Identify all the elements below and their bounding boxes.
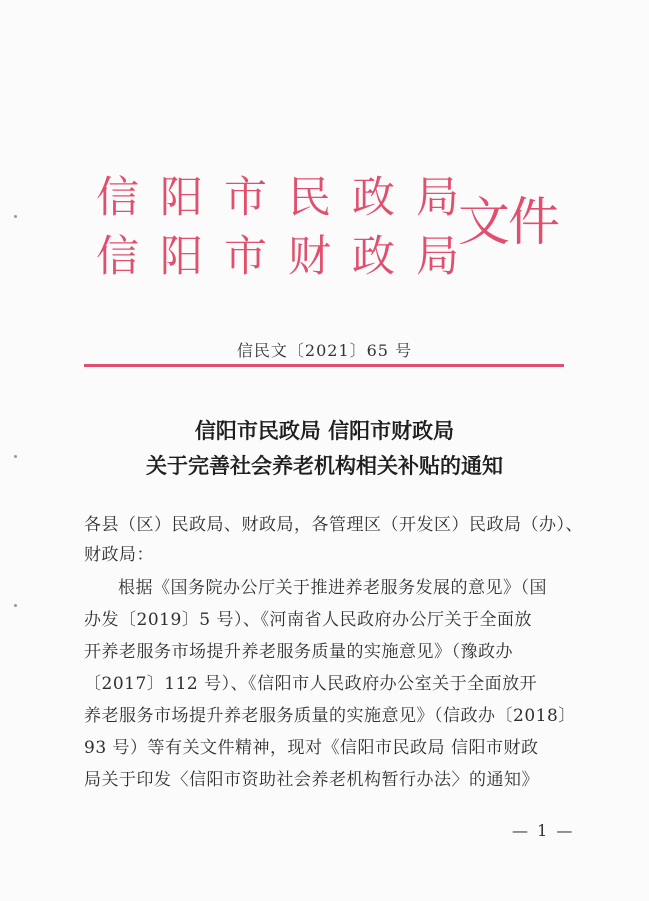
body-paragraph-line: 开养老服务市场提升养老服务质量的实施意见》（豫政办 bbox=[84, 642, 513, 662]
body-paragraph-line: 养老服务市场提升养老服务质量的实施意见》（信政办〔2018〕 bbox=[84, 706, 576, 726]
body-paragraph-line: 93 号）等有关文件精神，现对《信阳市民政局 信阳市财政 bbox=[84, 738, 539, 758]
letterhead-issuer-1: 信阳市民政局 bbox=[96, 173, 480, 223]
body-paragraph-line: 〔2017〕112 号）、《信阳市人民政府办公室关于全面放开 bbox=[84, 674, 538, 694]
body-paragraph-line: 局关于印发〈信阳市资助社会养老机构暂行办法〉的通知》 bbox=[84, 770, 539, 790]
body-paragraph-line: 办发〔2019〕5 号）、《河南省人民政府办公厅关于全面放 bbox=[84, 610, 532, 630]
binding-mark bbox=[14, 604, 17, 607]
page-number: — 1 — bbox=[512, 821, 575, 840]
red-letterhead bbox=[96, 173, 576, 283]
document-title-line-1: 信阳市民政局 信阳市财政局 bbox=[194, 418, 455, 443]
red-divider-line bbox=[84, 364, 564, 367]
addressee-line-1: 各县（区）民政局、财政局，各管理区（开发区）民政局（办）、 bbox=[84, 515, 583, 535]
body-paragraph-line: 根据《国务院办公厅关于推进养老服务发展的意见》（国 bbox=[118, 578, 547, 598]
addressee-line-2: 财政局： bbox=[84, 545, 154, 565]
letterhead-issuer-2: 信阳市财政局 bbox=[96, 232, 480, 282]
binding-mark bbox=[14, 215, 17, 218]
letterhead-document-word: 文件 bbox=[458, 193, 559, 253]
document-number: 信民文〔2021〕65 号 bbox=[236, 341, 413, 360]
document-title-line-2: 关于完善社会养老机构相关补贴的通知 bbox=[146, 453, 503, 478]
